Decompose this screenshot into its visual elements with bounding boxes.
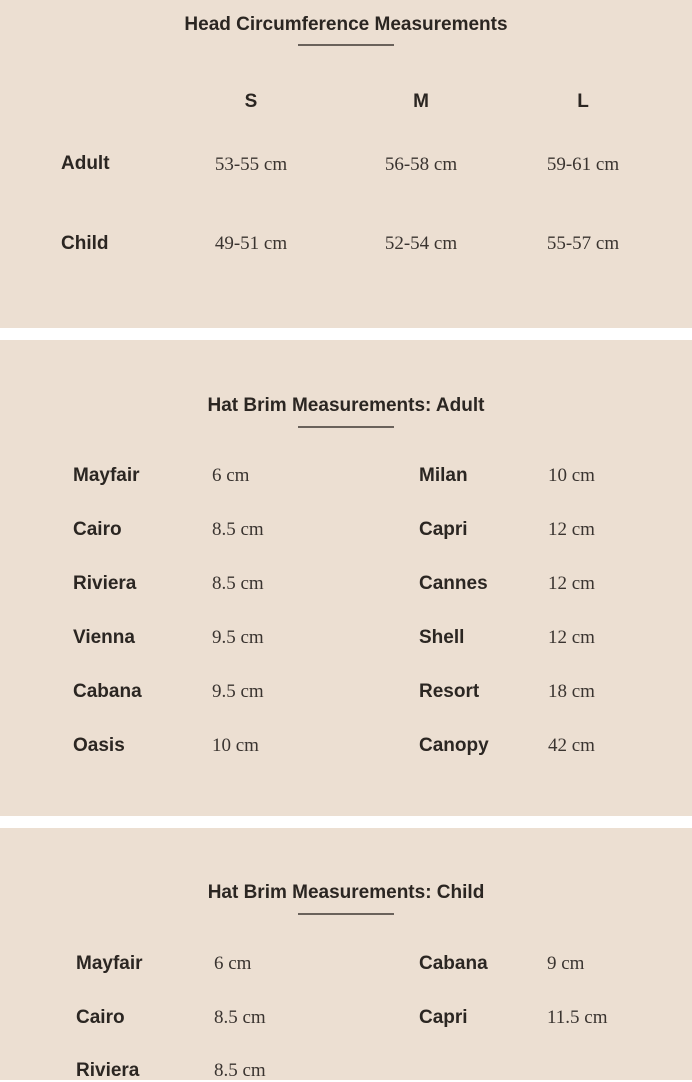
child-style-value: 8.5 cm [214,1060,266,1081]
title-underline [298,913,394,915]
adult-style-value: 6 cm [212,465,250,486]
adult-size-s: 53-55 cm [214,154,288,175]
adult-style-name: Riviera [73,573,137,594]
adult-style-value: 18 cm [548,681,595,702]
adult-size-l: 59-61 cm [546,154,620,175]
adult-style-name: Capri [419,519,468,540]
child-style-value: 9 cm [547,953,585,974]
adult-style-value: 10 cm [212,735,259,756]
child-size-s: 49-51 cm [214,233,288,254]
size-header-m: M [413,91,429,112]
row-label-adult: Adult [61,153,110,174]
adult-style-value: 12 cm [548,627,595,648]
adult-style-value: 42 cm [548,735,595,756]
child-style-value: 11.5 cm [547,1007,608,1028]
adult-style-value: 9.5 cm [212,681,264,702]
adult-style-value: 10 cm [548,465,595,486]
adult-style-name: Cannes [419,573,488,594]
child-brim-title: Hat Brim Measurements: Child [207,882,485,903]
adult-brim-panel [0,340,692,816]
adult-style-value: 12 cm [548,573,595,594]
adult-style-name: Vienna [73,627,135,648]
child-brim-panel [0,828,692,1080]
adult-style-name: Resort [419,681,480,702]
child-style-value: 8.5 cm [214,1007,266,1028]
adult-style-value: 8.5 cm [212,519,264,540]
title-underline [298,44,394,46]
child-size-m: 52-54 cm [384,233,458,254]
adult-style-name: Canopy [419,735,489,756]
size-header-s: S [244,91,258,112]
adult-brim-title: Hat Brim Measurements: Adult [207,395,485,416]
head-circumference-title: Head Circumference Measurements [184,14,508,35]
child-style-name: Cairo [76,1007,125,1028]
title-underline [298,426,394,428]
adult-style-name: Cabana [73,681,142,702]
row-label-child: Child [61,233,109,254]
adult-style-name: Mayfair [73,465,140,486]
child-size-l: 55-57 cm [546,233,620,254]
child-style-name: Cabana [419,953,488,974]
adult-size-m: 56-58 cm [384,154,458,175]
adult-style-name: Cairo [73,519,122,540]
child-style-value: 6 cm [214,953,252,974]
adult-style-value: 9.5 cm [212,627,264,648]
adult-style-value: 8.5 cm [212,573,264,594]
adult-style-name: Shell [419,627,465,648]
adult-style-name: Oasis [73,735,125,756]
child-style-name: Riviera [76,1060,140,1081]
head-circumference-panel [0,0,692,328]
adult-style-value: 12 cm [548,519,595,540]
size-header-l: L [577,91,589,112]
child-style-name: Mayfair [76,953,143,974]
adult-style-name: Milan [419,465,468,486]
child-style-name: Capri [419,1007,468,1028]
